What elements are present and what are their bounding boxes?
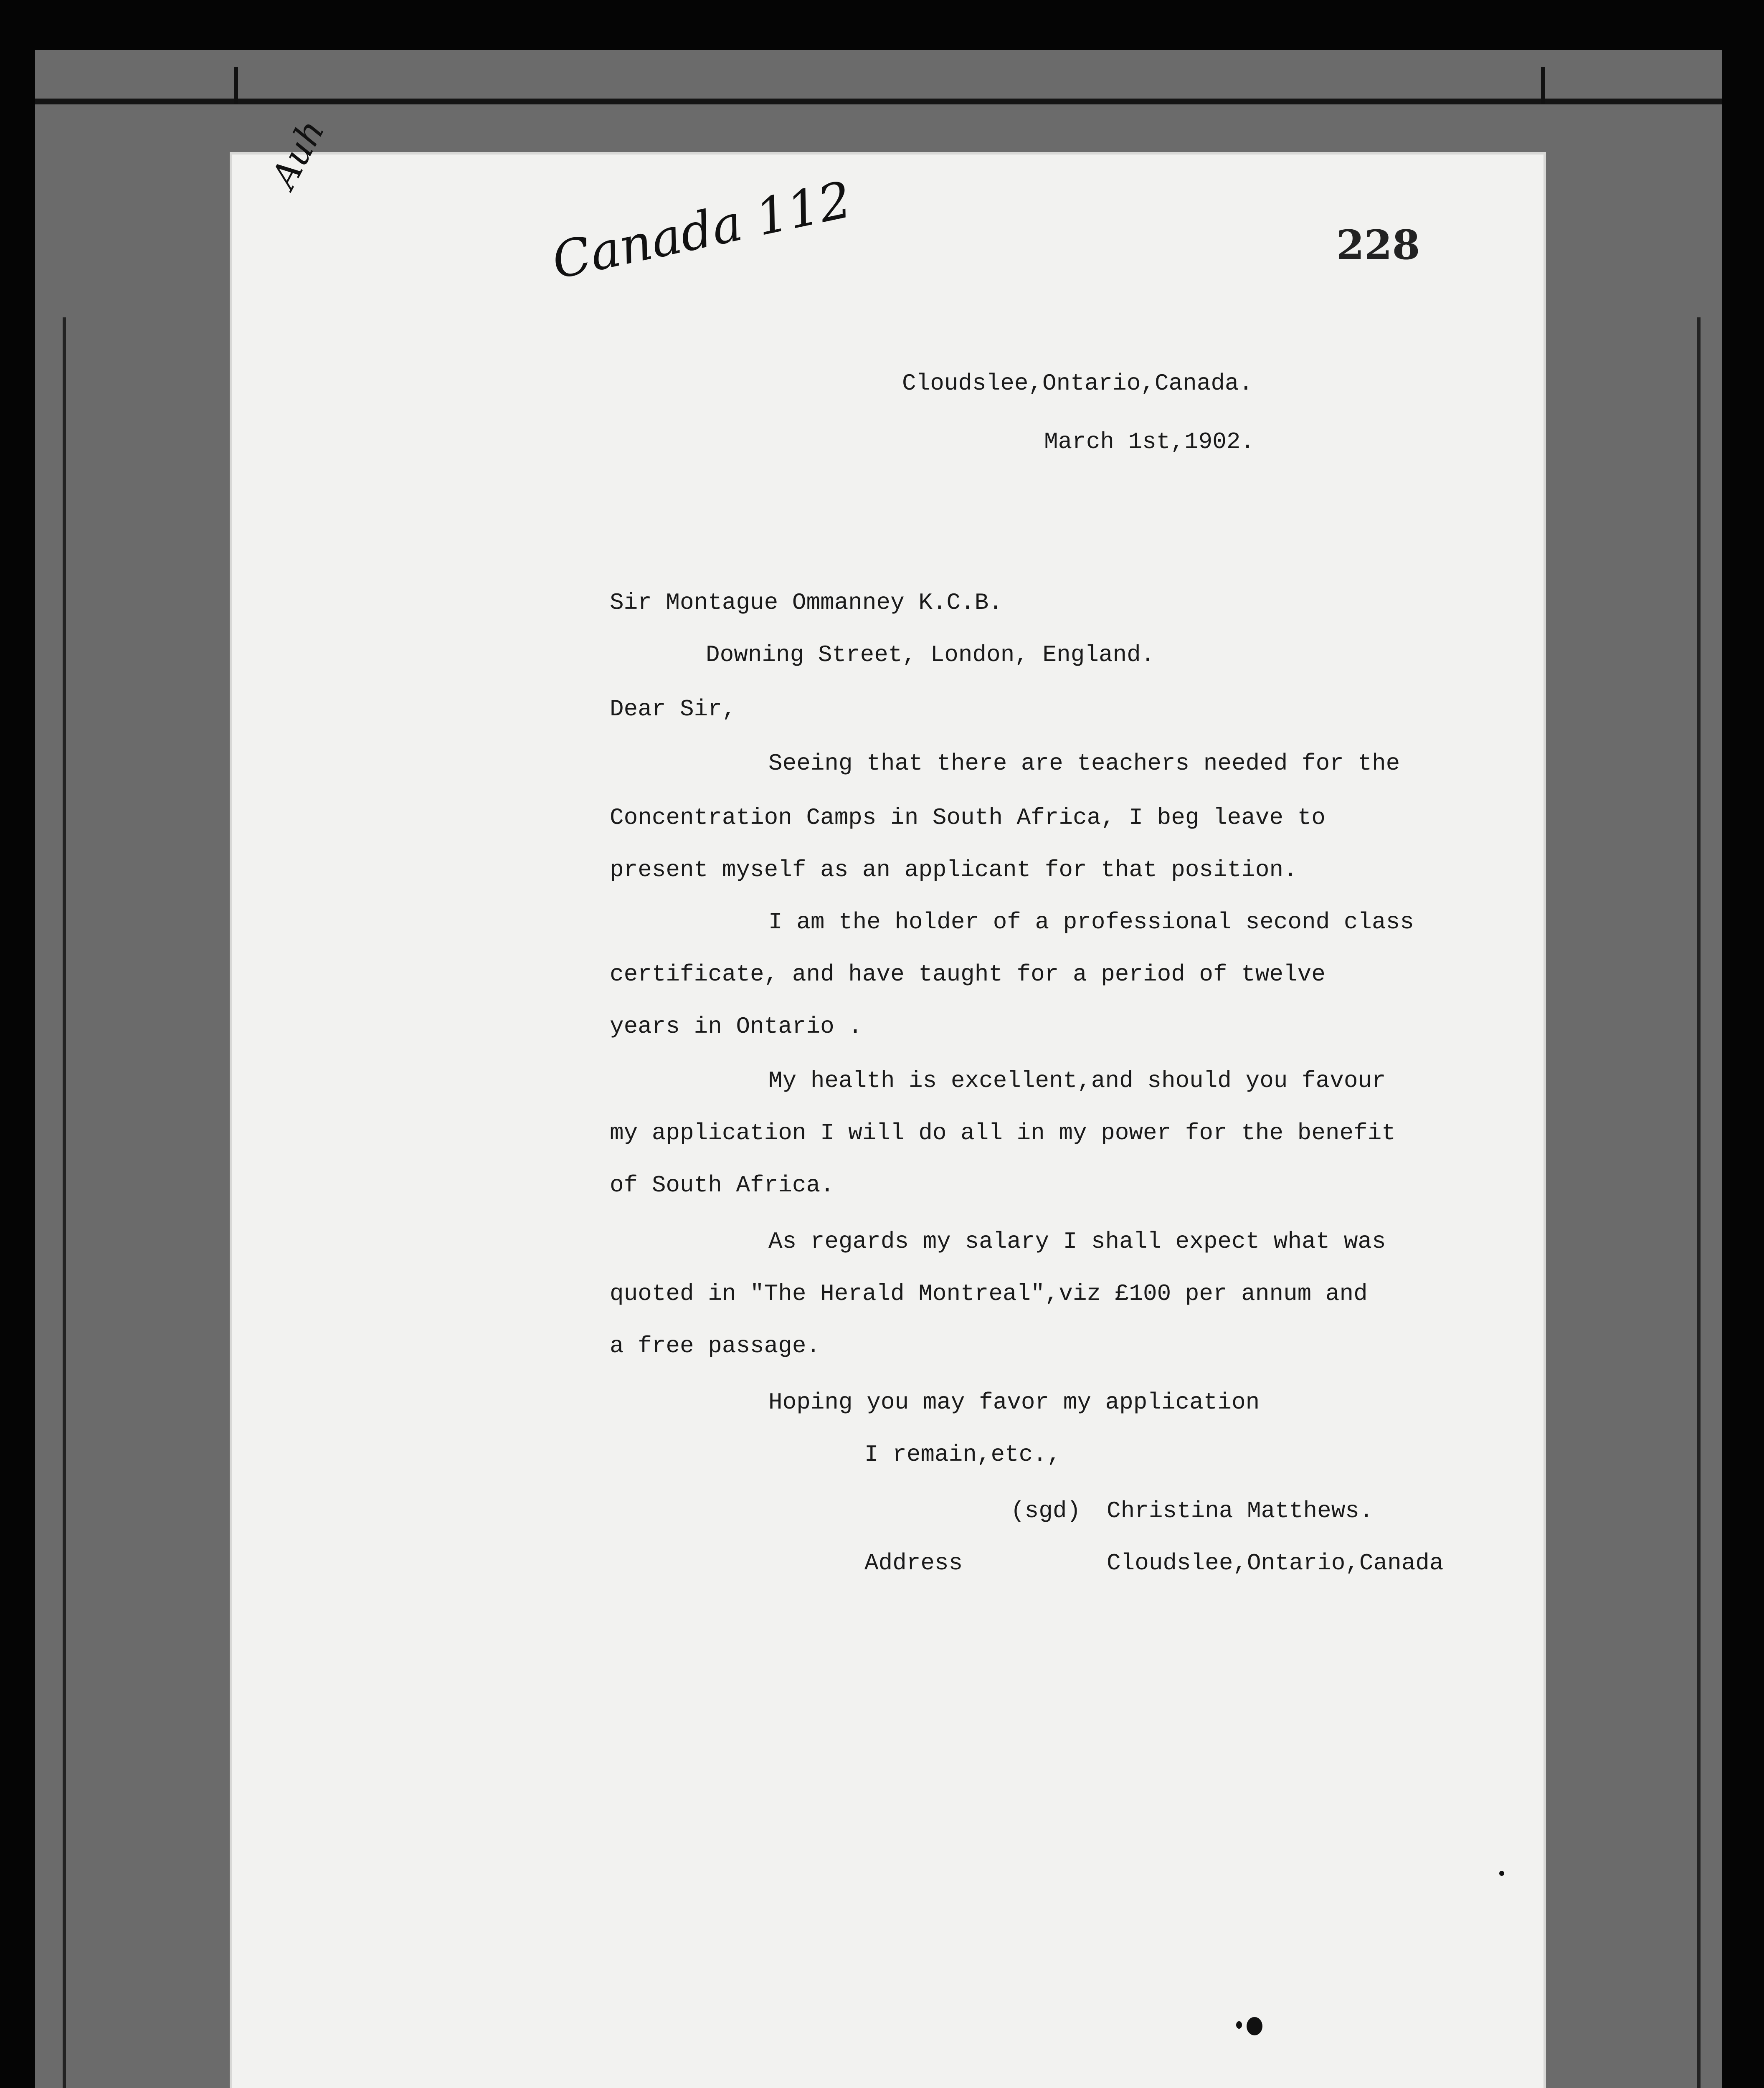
body-line: present myself as an applicant for that position. bbox=[610, 856, 1298, 883]
top-rule bbox=[35, 99, 1722, 104]
page-number: 228 bbox=[1336, 221, 1420, 269]
recipient-name: Sir Montague Ommanney K.C.B. bbox=[610, 589, 1003, 616]
left-frame-line bbox=[63, 317, 66, 2088]
letter-date: March 1st,1902. bbox=[1044, 428, 1255, 455]
closing-line: Hoping you may favor my application bbox=[768, 1389, 1260, 1416]
signature-marker: (sgd) bbox=[1011, 1498, 1081, 1524]
complimentary-close: I remain,etc., bbox=[864, 1441, 1061, 1468]
salutation: Dear Sir, bbox=[610, 696, 736, 722]
signature-name: Christina Matthews. bbox=[1107, 1498, 1374, 1524]
handwritten-file-note: Canada 112 bbox=[547, 170, 857, 291]
body-line: of South Africa. bbox=[610, 1172, 834, 1199]
ink-speck bbox=[1499, 1871, 1504, 1876]
address-value: Cloudslee,Ontario,Canada bbox=[1107, 1550, 1444, 1576]
body-line: quoted in "The Herald Montreal",viz £100 per annum and bbox=[610, 1280, 1368, 1307]
body-line: years in Ontario . bbox=[610, 1013, 862, 1040]
register-tick-left bbox=[234, 67, 238, 104]
body-line: I am the holder of a professional second class bbox=[768, 909, 1414, 935]
address-label: Address bbox=[864, 1550, 963, 1576]
body-line: certificate, and have taught for a period of twelve bbox=[610, 961, 1326, 988]
body-line: my application I will do all in my power for the benefit bbox=[610, 1120, 1396, 1146]
handwritten-corner-note: Auh bbox=[263, 113, 332, 195]
right-frame-line bbox=[1697, 317, 1701, 2088]
body-line: Seeing that there are teachers needed for the bbox=[768, 750, 1400, 777]
ink-blot bbox=[1247, 2017, 1262, 2035]
recipient-address: Downing Street, London, England. bbox=[706, 641, 1155, 668]
register-tick-right bbox=[1541, 67, 1545, 104]
body-line: As regards my salary I shall expect what was bbox=[768, 1228, 1386, 1255]
ink-speck bbox=[1236, 2021, 1242, 2029]
body-line: Concentration Camps in South Africa, I beg leave to bbox=[610, 804, 1326, 831]
body-line: My health is excellent,and should you favour bbox=[768, 1067, 1386, 1094]
body-line: a free passage. bbox=[610, 1333, 821, 1359]
sender-address: Cloudslee,Ontario,Canada. bbox=[902, 370, 1253, 397]
